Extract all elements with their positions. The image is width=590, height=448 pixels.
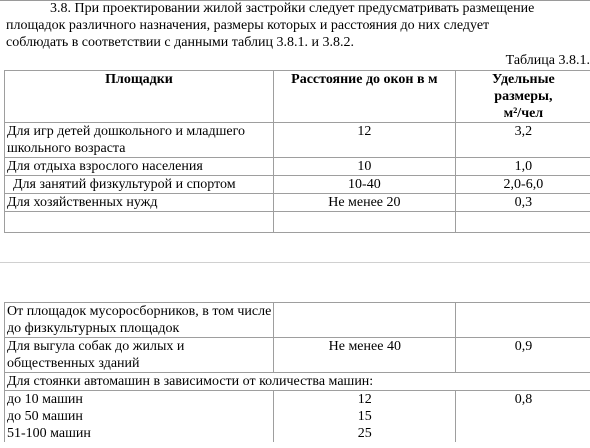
- cell-distance: [274, 303, 456, 338]
- cell-area: Для занятий физкультурой и спортом: [5, 176, 274, 194]
- cell-area: Для выгула собак до жилых и общественных зданий: [5, 338, 274, 373]
- cell-size: 0,3: [455, 194, 590, 212]
- cell-distance: 10: [273, 158, 455, 176]
- table-row: [5, 303, 590, 338]
- cell-area: Для игр детей дошкольного и младшего школьного возраста: [5, 123, 274, 158]
- cell-group-heading: Для стоянки автомашин в зависимости от количества машин:: [5, 373, 590, 391]
- header-specific-size-text: Удельные размеры, м²/чел: [492, 72, 555, 121]
- table-row: [5, 123, 590, 158]
- cell-empty: [455, 212, 590, 233]
- paragraph-line: площадок различного назначения, размеры которых и расстояния до них следует: [6, 18, 490, 33]
- list-item: до 10 машин: [7, 392, 83, 407]
- cell-size: 2,0-6,0: [455, 176, 590, 194]
- page-break-line: [0, 262, 590, 263]
- paragraph-line: соблюдать в соответствии с данными таблиц 3.8.1. и 3.8.2.: [6, 35, 354, 50]
- header-distance: Расстояние до окон в м: [273, 71, 455, 123]
- list-item: 12: [357, 392, 372, 407]
- paragraph-line: 3.8. При проектировании жилой застройки следует предусматривать размещение: [50, 1, 535, 16]
- cell-size: [456, 303, 590, 338]
- cell-area: Для отдыха взрослого населения: [5, 158, 274, 176]
- table-header-row: [5, 71, 590, 123]
- cell-distance: Не менее 40: [274, 338, 456, 373]
- header-specific-size: [455, 71, 590, 123]
- table-row: [5, 391, 590, 443]
- cell-distance: [274, 391, 456, 443]
- cell-distance: 12: [273, 123, 455, 158]
- table-row: [5, 338, 590, 373]
- cell-size: 3,2: [455, 123, 590, 158]
- table-row: [5, 373, 590, 391]
- table-row: [5, 176, 590, 194]
- list-item: до 50 машин: [7, 409, 83, 424]
- table-caption: Таблица 3.8.1.: [505, 53, 590, 68]
- cell-area: [5, 391, 274, 443]
- table-row-empty: [5, 212, 590, 233]
- list-item: 51-100 машин: [7, 426, 91, 441]
- cell-size: [456, 391, 590, 443]
- intro-paragraph: [6, 0, 590, 51]
- cell-area: Для хозяйственных нужд: [5, 194, 274, 212]
- table-row: [5, 194, 590, 212]
- cell-distance: Не менее 20: [273, 194, 455, 212]
- list-item: 25: [357, 426, 372, 441]
- cell-empty: [273, 212, 455, 233]
- cell-size: 0,9: [456, 338, 590, 373]
- cell-size: 1,0: [455, 158, 590, 176]
- cell-distance: 10-40: [273, 176, 455, 194]
- header-areas: Площадки: [5, 71, 274, 123]
- list-item: 15: [357, 409, 372, 424]
- cell-empty: [5, 212, 274, 233]
- list-item: 0,8: [514, 392, 533, 407]
- table-row: [5, 158, 590, 176]
- areas-table: [4, 70, 590, 233]
- areas-table-continued: [4, 302, 590, 442]
- cell-area: От площадок мусоросборников, в том числе до физкультурных площадок: [5, 303, 274, 338]
